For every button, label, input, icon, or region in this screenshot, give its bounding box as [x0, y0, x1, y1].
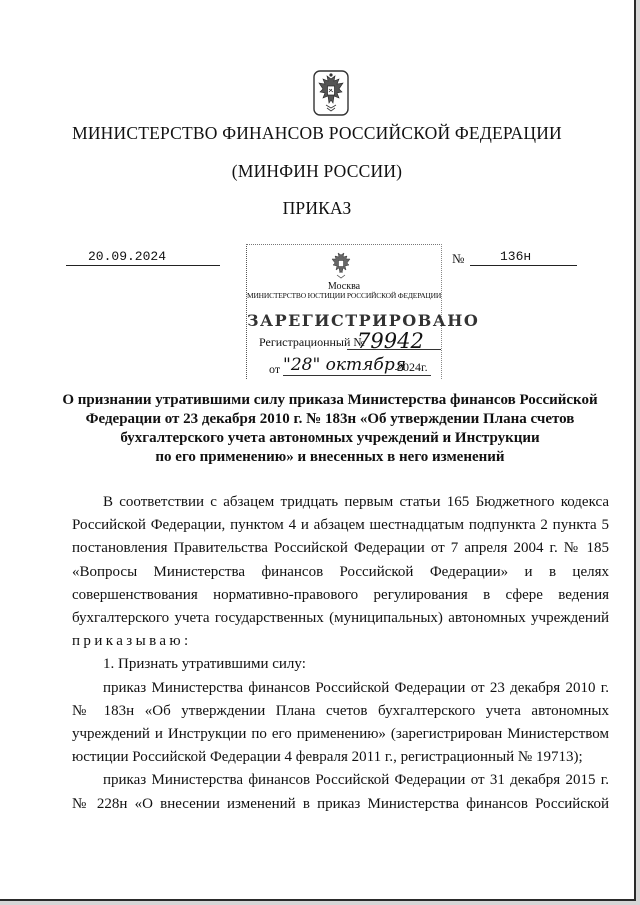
order-title	[60, 391, 600, 467]
stamp-registration-year: 2024г.	[397, 360, 428, 374]
ministry-short-name: (МИНФИН РОССИИ)	[231, 161, 403, 181]
stamp-city: Москва	[327, 281, 361, 292]
stamp-registration-label: Регистрационный №	[259, 335, 365, 349]
stamp-registration-date: "28" октября	[283, 355, 406, 375]
title-line: О признании утратившими силу приказа Министерства финансов Российской	[62, 392, 598, 408]
title-line: по его применению» и внесенных в него изменений	[155, 449, 505, 465]
order-date: 20.09.2024	[66, 250, 220, 266]
preamble-line: совершенствования нормативно-правового регулирования в сфере ведения	[72, 586, 609, 603]
stamp-date-underline	[283, 375, 431, 376]
paragraph-line: учреждений и Инструкции по его применению» (зарегистрирован Министерством	[72, 726, 609, 743]
stamp-registered-label: ЗАРЕГИСТРИРОВАНО	[247, 311, 480, 330]
registration-stamp	[246, 244, 480, 379]
paragraph-line: приказ Министерства финансов Российской Федерации от 31 декабря 2015 г.	[103, 772, 609, 789]
preamble-line: «Вопросы Министерства финансов Российской Федерации» и в целях	[72, 563, 609, 580]
order-number-label: №	[452, 251, 465, 266]
stamp-number-underline	[347, 349, 441, 350]
title-line: Федерации от 23 декабря 2010 г. № 183н «Об утверждении Плана счетов	[85, 411, 575, 427]
coat-of-arms-emblem	[313, 70, 349, 116]
paragraph-line: приказ Министерства финансов Российской Федерации от 23 декабря 2010 г.	[103, 679, 609, 696]
stamp-registration-number: 79942	[357, 329, 424, 353]
ministry-name: МИНИСТЕРСТВО ФИНАНСОВ РОССИЙСКОЙ ФЕДЕРАЦИИ	[72, 123, 562, 143]
preamble-line: постановления Правительства Российской Федерации от 7 апреля 2004 г. № 185	[72, 540, 609, 557]
item-1: 1. Признать утратившими силу:	[103, 656, 306, 673]
stamp-from-label: от	[269, 362, 281, 376]
paragraph-line: № 228н «О внесении изменений в приказ Министерства финансов Российской	[72, 795, 609, 812]
document-type: ПРИКАЗ	[282, 198, 352, 218]
preamble-line: бухгалтерского учета государственных (муниципальных) автономных учреждений	[72, 610, 609, 627]
preamble-line: Российской Федерации, пунктом 4 и абзацем шестнадцатым подпункта 2 пункта 5	[72, 517, 609, 534]
paragraph-line: юстиции Российской Федерации 4 февраля 2011 г., регистрационный № 19713);	[72, 749, 583, 766]
stamp-emblem-icon	[329, 251, 353, 281]
order-number: 136н	[470, 250, 577, 266]
title-line: бухгалтерского учета автономных учреждений и Инструкции	[120, 430, 540, 446]
stamp-ministry: МИНИСТЕРСТВО ЮСТИЦИИ РОССИЙСКОЙ ФЕДЕРАЦИИ	[247, 291, 442, 300]
order-body	[72, 491, 609, 816]
preamble-line: В соответствии с абзацем тридцать первым статьи 165 Бюджетного кодекса	[103, 494, 609, 510]
paragraph-line: № 183н «Об утверждении Плана счетов бухгалтерского учета автономных	[72, 702, 609, 719]
order-word: приказываю:	[72, 633, 192, 650]
